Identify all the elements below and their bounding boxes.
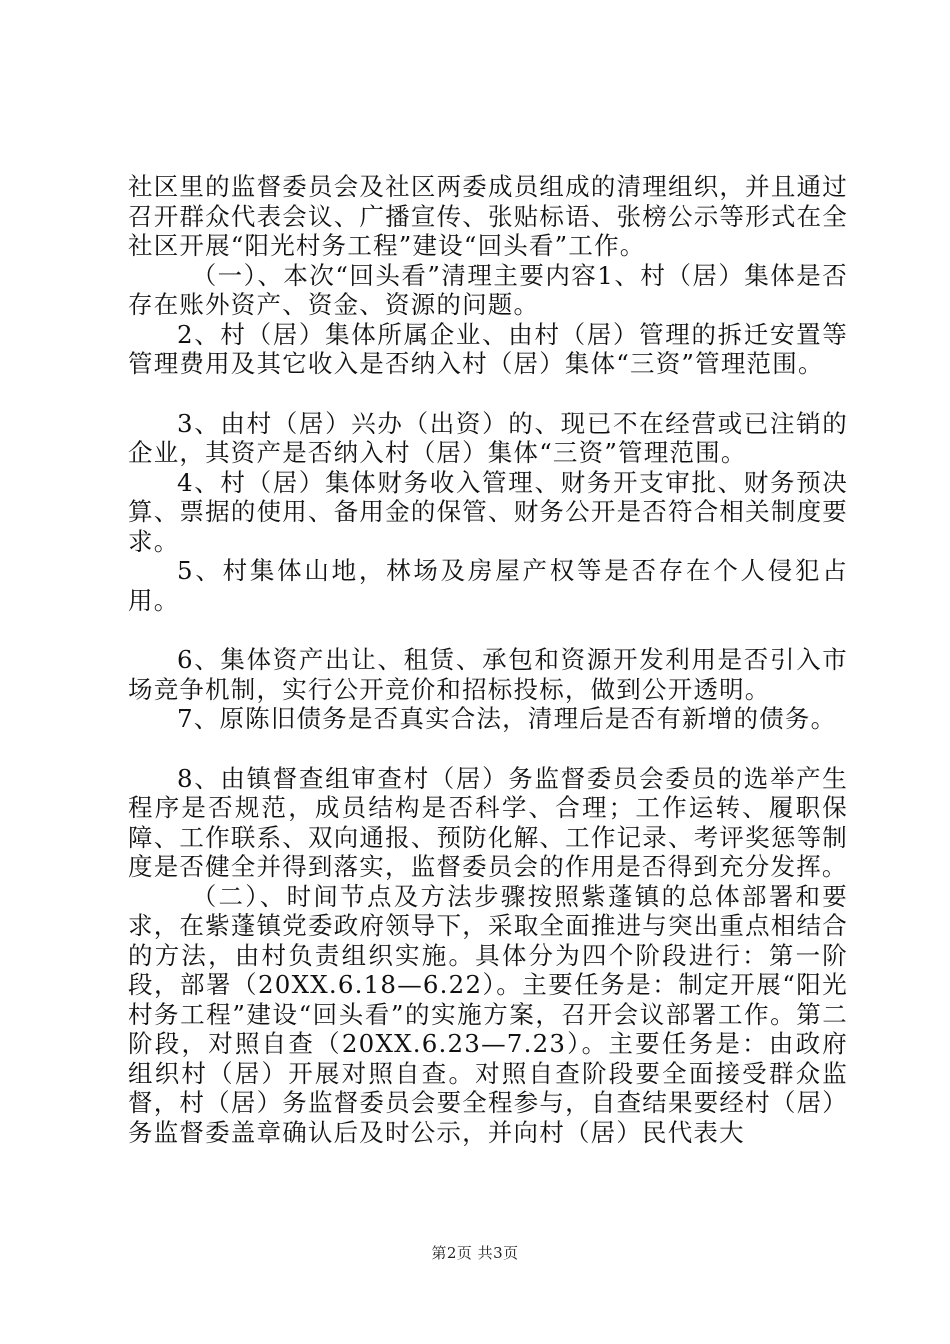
- paragraph-7: 6、集体资产出让、租赁、承包和资源开发利用是否引入市场竞争机制，实行公开竞价和招标投标，做到公开透明。: [128, 645, 848, 704]
- paragraph-gap: [128, 615, 848, 645]
- paragraph-5: 4、村（居）集体财务收入管理、财务开支审批、财务预决算、票据的使用、备用金的保管、财务公开是否符合相关制度要求。: [128, 467, 848, 556]
- paragraph-6: 5、村集体山地，林场及房屋产权等是否存在个人侵犯占用。: [128, 556, 848, 615]
- document-body: [128, 172, 848, 1147]
- paragraph-2: （一）、本次“回头看”清理主要内容1、村（居）集体是否存在账外资产、资金、资源的问题。: [128, 260, 848, 319]
- paragraph-1: 社区里的监督委员会及社区两委成员组成的清理组织，并且通过召开群众代表会议、广播宣传、张贴标语、张榜公示等形式在全社区开展“阳光村务工程”建设“回头看”工作。: [128, 172, 848, 260]
- paragraph-8: 7、原陈旧债务是否真实合法，清理后是否有新增的债务。: [177, 704, 837, 733]
- paragraph-gap: [128, 734, 848, 764]
- page-footer: 第2页 共3页: [431, 1244, 519, 1262]
- paragraph-10: （二）、时间节点及方法步骤按照紫蓬镇的总体部署和要求，在紫蓬镇党委政府领导下，采取全面推进与突出重点相结合的方法，由村负责组织实施。具体分为四个阶段进行：第一阶段，部署（20XX.6.18—6.22）。主要任务是：制定开展“阳光村务工程”建设“回头看”的实施方案，召开会议部署工作。第二阶段，对照自查（20XX.6.23—7.23）。主要任务是：由政府组织村（居）开展对照自查。对照自查阶段要全面接受群众监督，村（居）务监督委员会要全程参与，自查结果要经村（居）务监督委盖章确认后及时公示，并向村（居）民代表大: [128, 881, 848, 1147]
- paragraph-gap: [128, 379, 848, 409]
- paragraph-3: 2、村（居）集体所属企业、由村（居）管理的拆迁安置等管理费用及其它收入是否纳入村（居）集体“三资”管理范围。: [128, 319, 848, 378]
- paragraph-9: 8、由镇督查组审查村（居）务监督委员会委员的选举产生程序是否规范，成员结构是否科学、合理；工作运转、履职保障、工作联系、双向通报、预防化解、工作记录、考评奖惩等制度是否健全并得到落实，监督委员会的作用是否得到充分发挥。: [128, 763, 848, 881]
- paragraph-4: 3、由村（居）兴办（出资）的、现已不在经营或已注销的企业，其资产是否纳入村（居）集体“三资”管理范围。: [128, 408, 848, 467]
